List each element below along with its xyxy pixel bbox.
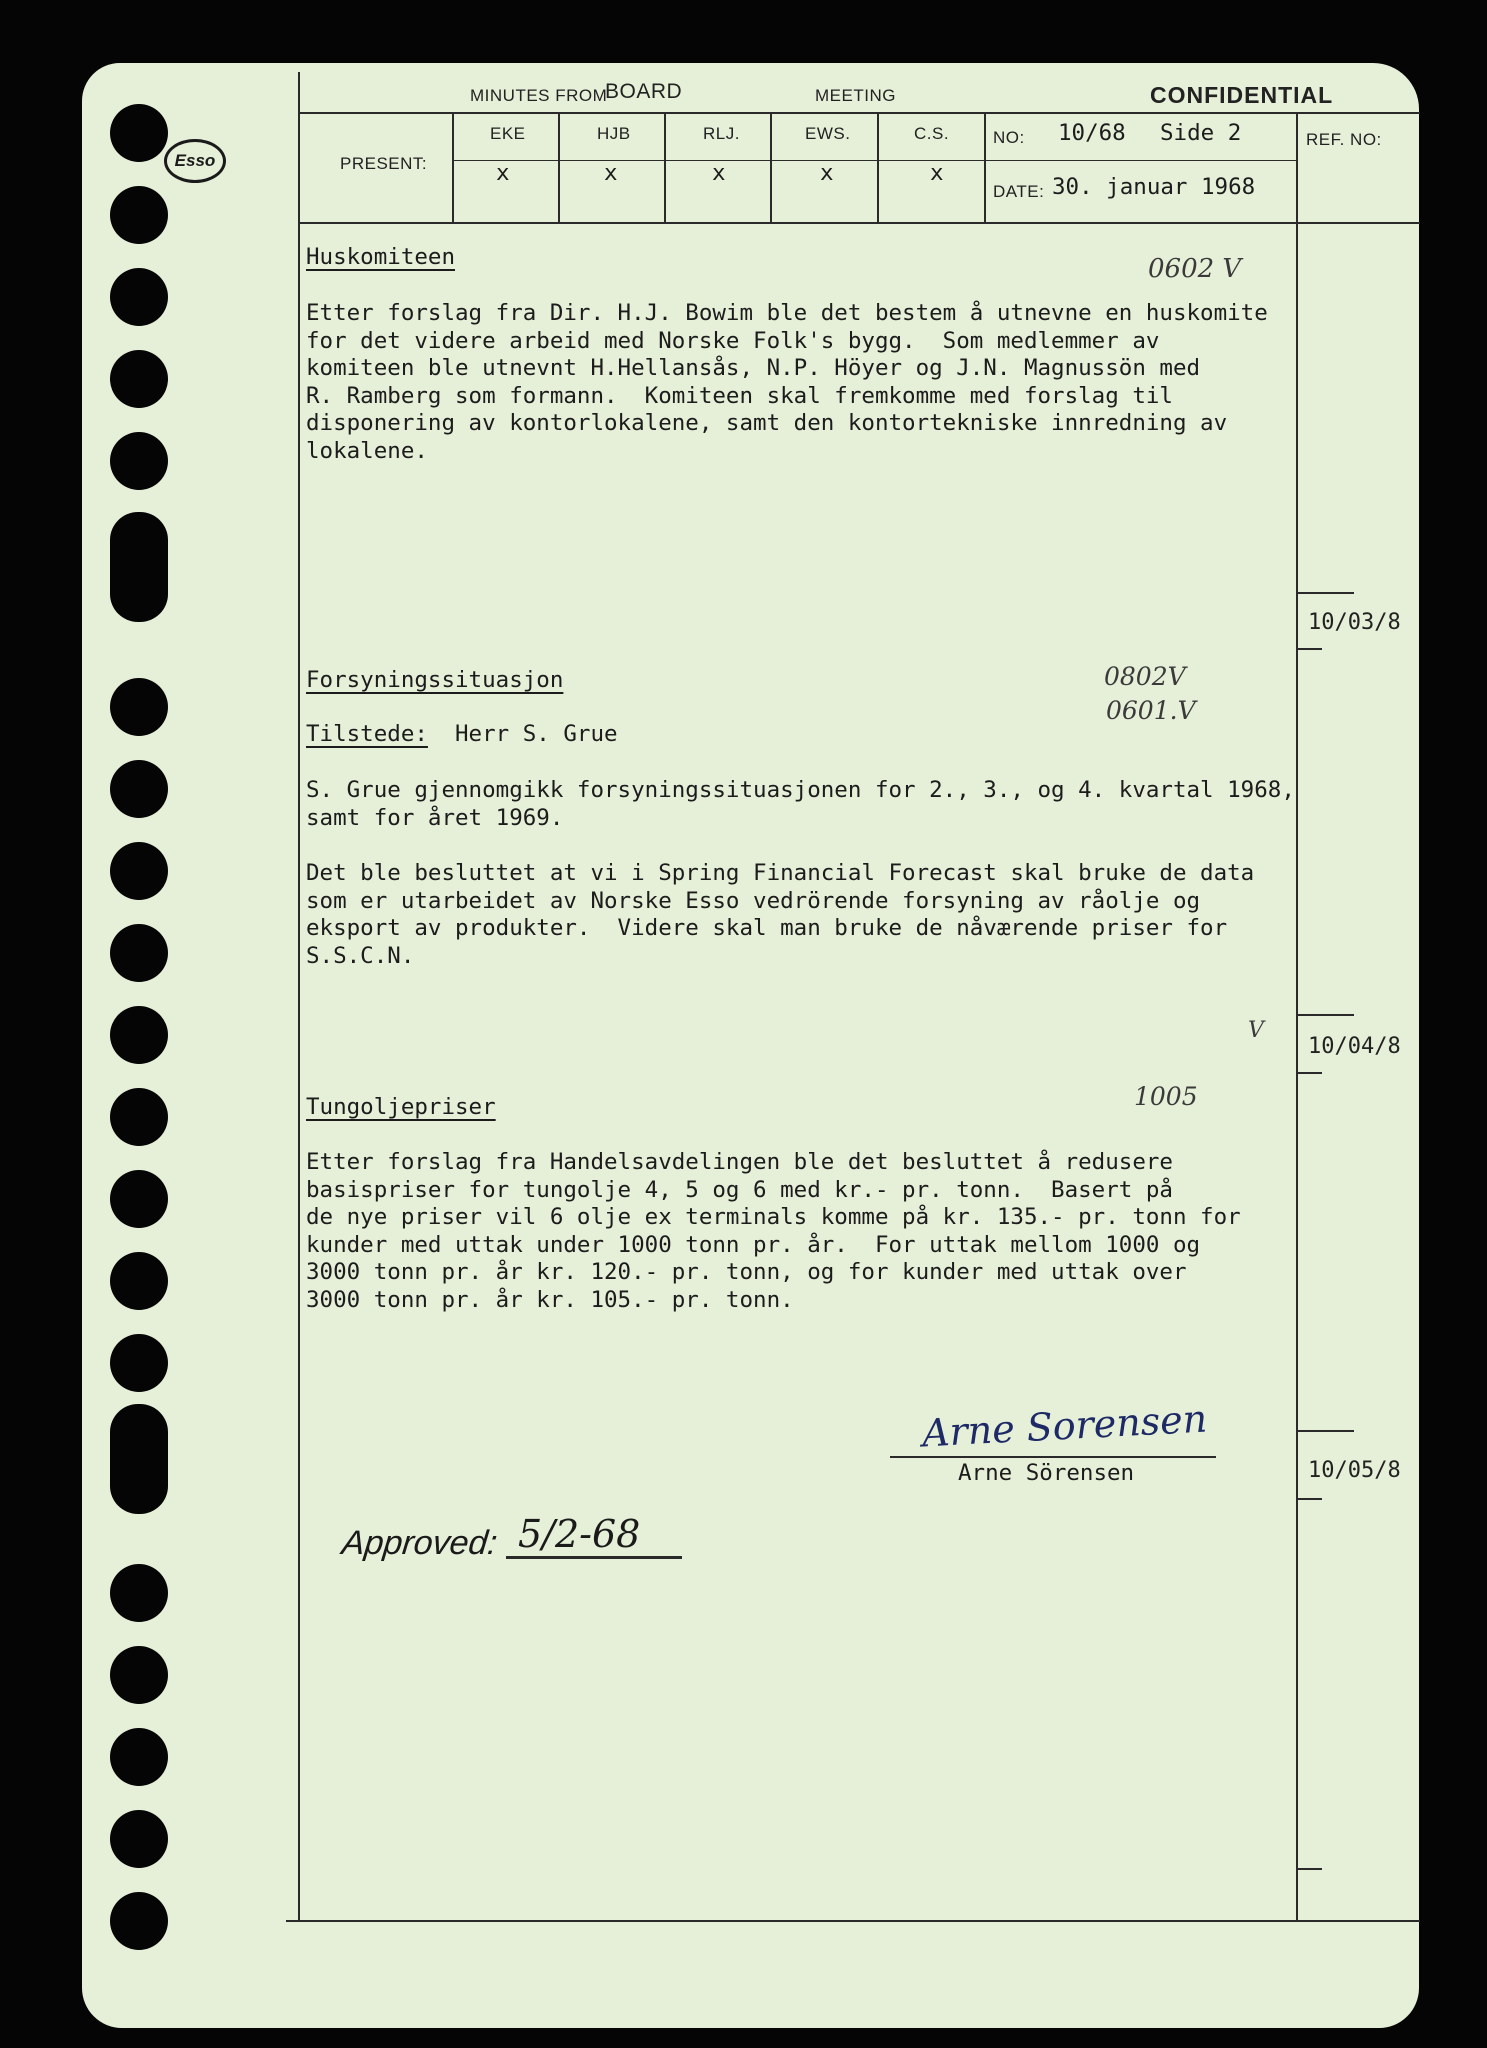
ref-tick: [1296, 1430, 1354, 1432]
handwritten-code: 0601.V: [1106, 696, 1196, 725]
binder-hole: [110, 760, 168, 818]
binder-hole: [110, 350, 168, 408]
binder-hole: [110, 432, 168, 490]
signature: Arne Sorensen: [921, 1396, 1209, 1456]
frame-bottom-line: [286, 1920, 1420, 1922]
binder-hole: [110, 924, 168, 982]
ref-tick: [1296, 1072, 1322, 1074]
minutes-number: 10/68: [1058, 120, 1126, 146]
approved-label: Approved:: [340, 1524, 500, 1562]
ref-tick: [1296, 592, 1354, 594]
attendee-mark: x: [496, 160, 510, 186]
ref-tick: [1296, 1014, 1354, 1016]
meeting-kind: BOARD: [605, 80, 683, 103]
binder-hole: [110, 1404, 168, 1514]
attendee-initials: EWS.: [805, 124, 851, 143]
date-label: DATE:: [993, 182, 1045, 201]
attendee-initials: RLJ.: [703, 124, 740, 143]
table-col-divider: [664, 112, 666, 222]
binder-hole: [110, 678, 168, 736]
attendee-mark: x: [712, 160, 726, 186]
no-label: NO:: [993, 128, 1025, 147]
section-paragraph: S. Grue gjennomgikk forsyningssituasjonen for 2., 3., og 4. kvartal 1968, samt for året 1969.: [306, 777, 1295, 831]
section-title: Forsyningssituasjon: [306, 667, 564, 693]
confidential-label: CONFIDENTIAL: [1150, 82, 1334, 108]
binder-hole: [110, 104, 168, 162]
binder-hole: [110, 1088, 168, 1146]
binder-hole: [110, 1252, 168, 1310]
page-side: Side 2: [1160, 120, 1242, 146]
binder-hole: [110, 1728, 168, 1786]
table-col-divider: [984, 112, 986, 222]
no-date-divider: [984, 160, 1296, 161]
attendee-initials: EKE: [490, 124, 526, 143]
attendee-mark: x: [930, 160, 944, 186]
header-top-line: [298, 112, 1420, 114]
section-paragraph: Det ble besluttet at vi i Spring Financial Forecast skal bruke de data som er utarbeidet av Norske Esso vedrörende forsyning av råolje og eksport av produkter. Videre skal man bruke de nåværende priser for S.S.C.N.: [306, 860, 1255, 969]
ref-number: 10/05/8: [1308, 1458, 1401, 1483]
logo-text: Esso: [174, 151, 216, 170]
section-title: Tungoljepriser: [306, 1094, 496, 1120]
binder-hole: [110, 1564, 168, 1622]
handwritten-code: 0802V: [1104, 662, 1186, 691]
table-col-divider: [452, 112, 454, 222]
header-bottom-line: [298, 222, 1420, 224]
attendee-initials: HJB: [597, 124, 631, 143]
section-title: Huskomiteen: [306, 244, 456, 270]
binder-hole: [110, 1006, 168, 1064]
binder-hole: [110, 1334, 168, 1392]
ref-column-line: [1296, 112, 1298, 1920]
handwritten-code: 0602 V: [1148, 254, 1242, 284]
binder-hole: [110, 268, 168, 326]
minutes-from-label: MINUTES FROM: [470, 86, 608, 105]
ref-number: 10/03/8: [1308, 610, 1401, 635]
table-col-divider: [770, 112, 772, 222]
handwritten-check: V: [1248, 1018, 1264, 1043]
ref-tick: [1296, 1498, 1322, 1500]
signature-line: [890, 1456, 1216, 1458]
approved-date: 5/2-68: [518, 1512, 641, 1556]
ref-tick: [1296, 648, 1322, 650]
section-paragraph: Etter forslag fra Dir. H.J. Bowim ble det bestem å utnevne en huskomite for det videre arbeid med Norske Folk's bygg. Som medlemmer av komiteen ble utnevnt H.Hellansås, N.P. Höyer og J.N. Magnussön med R. Ramberg som formann. Komiteen skal fremkomme med forslag til disponering av kontorlokalene, samt den kontortekniske innredning av lokalene.: [306, 300, 1268, 464]
present-label: PRESENT:: [340, 154, 428, 173]
attendee-initials: C.S.: [914, 124, 950, 143]
binder-hole: [110, 1892, 168, 1950]
meeting-label: MEETING: [815, 86, 896, 105]
ref-tick: [1296, 1868, 1322, 1870]
table-col-divider: [558, 112, 560, 222]
handwritten-code: 1005: [1134, 1082, 1198, 1111]
binder-hole: [110, 1810, 168, 1868]
section-paragraph: Etter forslag fra Handelsavdelingen ble det besluttet å redusere basispriser for tungolje 4, 5 og 6 med kr.- pr. tonn. Basert på de nye priser vil 6 olje ex terminals komme på kr. 135.- pr. tonn for kunder med uttak under 1000 tonn pr. år. For uttak mellom 1000 og 3000 tonn pr. år kr. 120.- pr. tonn, og for kunder med uttak over 3000 tonn pr. år kr. 105.- pr. tonn.: [306, 1149, 1241, 1313]
binder-hole: [110, 842, 168, 900]
attendee-mark: x: [820, 160, 834, 186]
frame-left-line: [298, 72, 300, 1920]
ref-number: 10/04/8: [1308, 1034, 1401, 1059]
binder-hole: [110, 1170, 168, 1228]
esso-logo: [164, 139, 226, 183]
meeting-date: 30. januar 1968: [1052, 174, 1256, 200]
approved-underline: [506, 1556, 682, 1559]
attendee-mark: x: [604, 160, 618, 186]
binder-hole: [110, 1646, 168, 1704]
table-col-divider: [877, 112, 879, 222]
binder-hole: [110, 186, 168, 244]
binder-hole: [110, 512, 168, 622]
signatory-name: Arne Sörensen: [958, 1460, 1135, 1486]
present-at-label: Tilstede:: [306, 721, 428, 747]
ref-no-label: REF. NO:: [1306, 130, 1382, 149]
present-at-value: Herr S. Grue: [455, 721, 618, 747]
